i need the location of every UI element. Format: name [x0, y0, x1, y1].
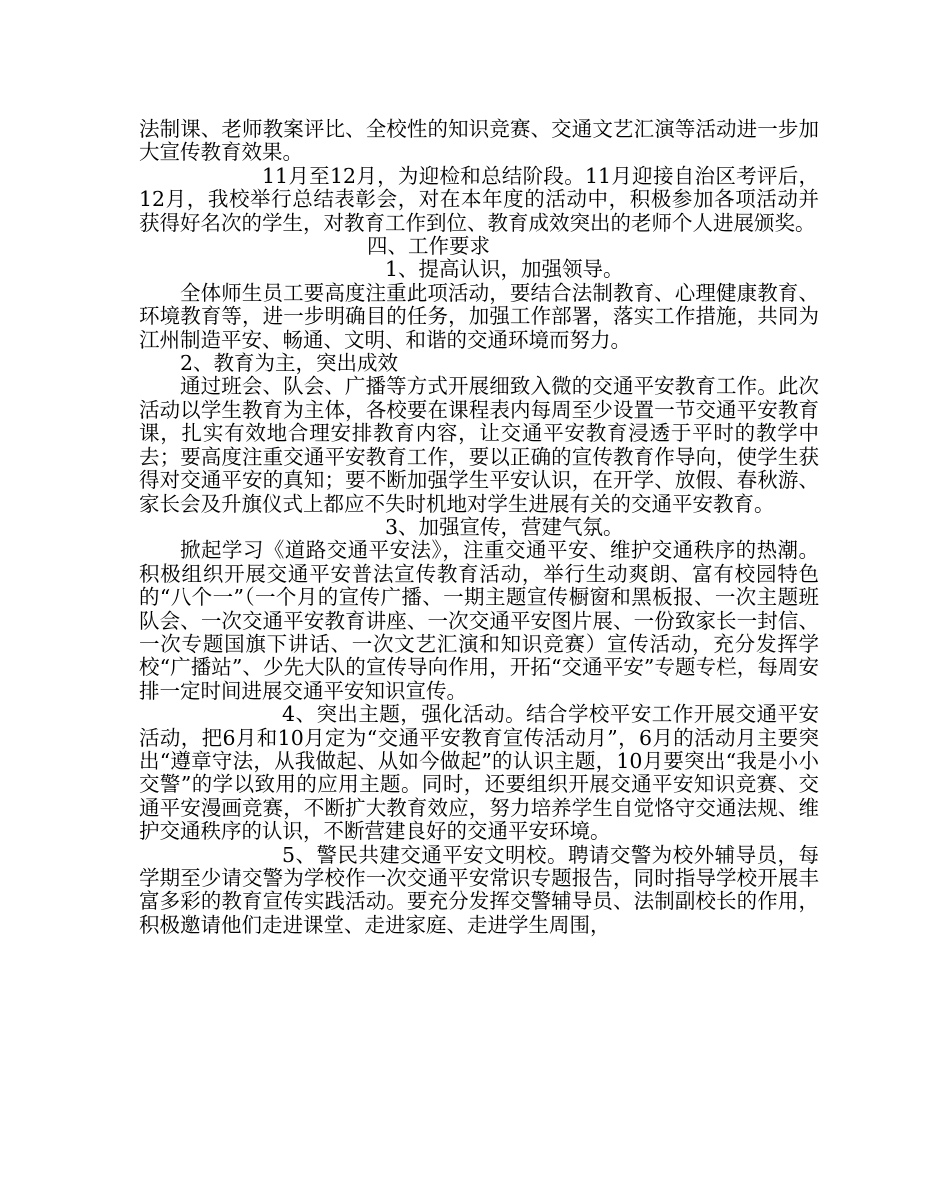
- paragraph-1: 全体师生员工要高度注重此项活动，要结合法制教育、心理健康教育、环境教育等，进一步明确目的任务，加强工作部署，落实工作措施，共同为江州制造平安、畅通、文明、和谐的交通环境而努力。: [139, 280, 819, 352]
- paragraph-nov-dec: 11月至12月，为迎检和总结阶段。11月迎接自治区考评后，12月，我校举行总结表彰会，对在本年度的活动中，积极参加各项活动并获得好名次的学生，对教育工作到位、教育成效突出的老师个人进展颁奖。: [139, 163, 819, 235]
- document-body: [139, 118, 819, 937]
- section-heading: 四、工作要求: [367, 234, 490, 259]
- paragraph-4: 4、突出主题，强化活动。结合学校平安工作开展交通平安活动，把6月和10月定为“交通平安教育宣传活动月”，6月的活动月主要突出“遵章守法，从我做起、从如今做起”的认识主题，10月要突出“我是小小交警”的学以致用的应用主题。同时，还要组织开展交通平安知识竞赛、交通平安漫画竞赛，不断扩大教育效应，努力培养学生自觉恪守交通法规、维护交通秩序的认识，不断营建良好的交通平安环境。: [139, 702, 819, 844]
- paragraph-5: 5、警民共建交通平安文明校。聘请交警为校外辅导员，每学期至少请交警为学校作一次交通平安常识专题报告，同时指导学校开展丰富多彩的教育宣传实践活动。要充分发挥交警辅导员、法制副校长的作用，积极邀请他们走进课堂、走进家庭、走进学生周围，: [139, 842, 819, 937]
- paragraph-3: 掀起学习《道路交通平安法》，注重交通平安、维护交通秩序的热潮。积极组织开展交通平安普法宣传教育活动，举行生动爽朗、富有校园特色的“八个一”（一个月的宣传广播、一期主题宣传橱窗和黑板报、一次主题班队会、一次交通平安教育讲座、一次交通平安图片展、一份致家长一封信、一次专题国旗下讲话、一次文艺汇演和知识竞赛）宣传活动，充分发挥学校“广播站”、少先大队的宣传导向作用，开拓“交通平安”专题专栏，每周安排一定时间进展交通平安知识宣传。: [139, 538, 819, 703]
- subheading-3: 3、加强宣传，营建气氛。: [385, 514, 624, 539]
- subheading-2: 2、教育为主，突出成效: [180, 351, 399, 376]
- paragraph-continuation: 法制课、老师教案评比、全校性的知识竞赛、交通文艺汇演等活动进一步加大宣传教育效果。: [139, 117, 819, 165]
- paragraph-2: 通过班会、队会、广播等方式开展细致入微的交通平安教育工作。此次活动以学生教育为主体，各校要在课程表内每周至少设置一节交通平安教育课，扎实有效地合理安排教育内容，让交通平安教育浸透于平时的教学中去；要高度注重交通平安教育工作，要以正确的宣传教育作导向，使学生获得对交通平安的真知；要不断加强学生平安认识，在开学、放假、春秋游、家长会及升旗仪式上都应不失时机地对学生进展有关的交通平安教育。: [139, 374, 819, 516]
- subheading-1: 1、提高认识，加强领导。: [385, 257, 624, 282]
